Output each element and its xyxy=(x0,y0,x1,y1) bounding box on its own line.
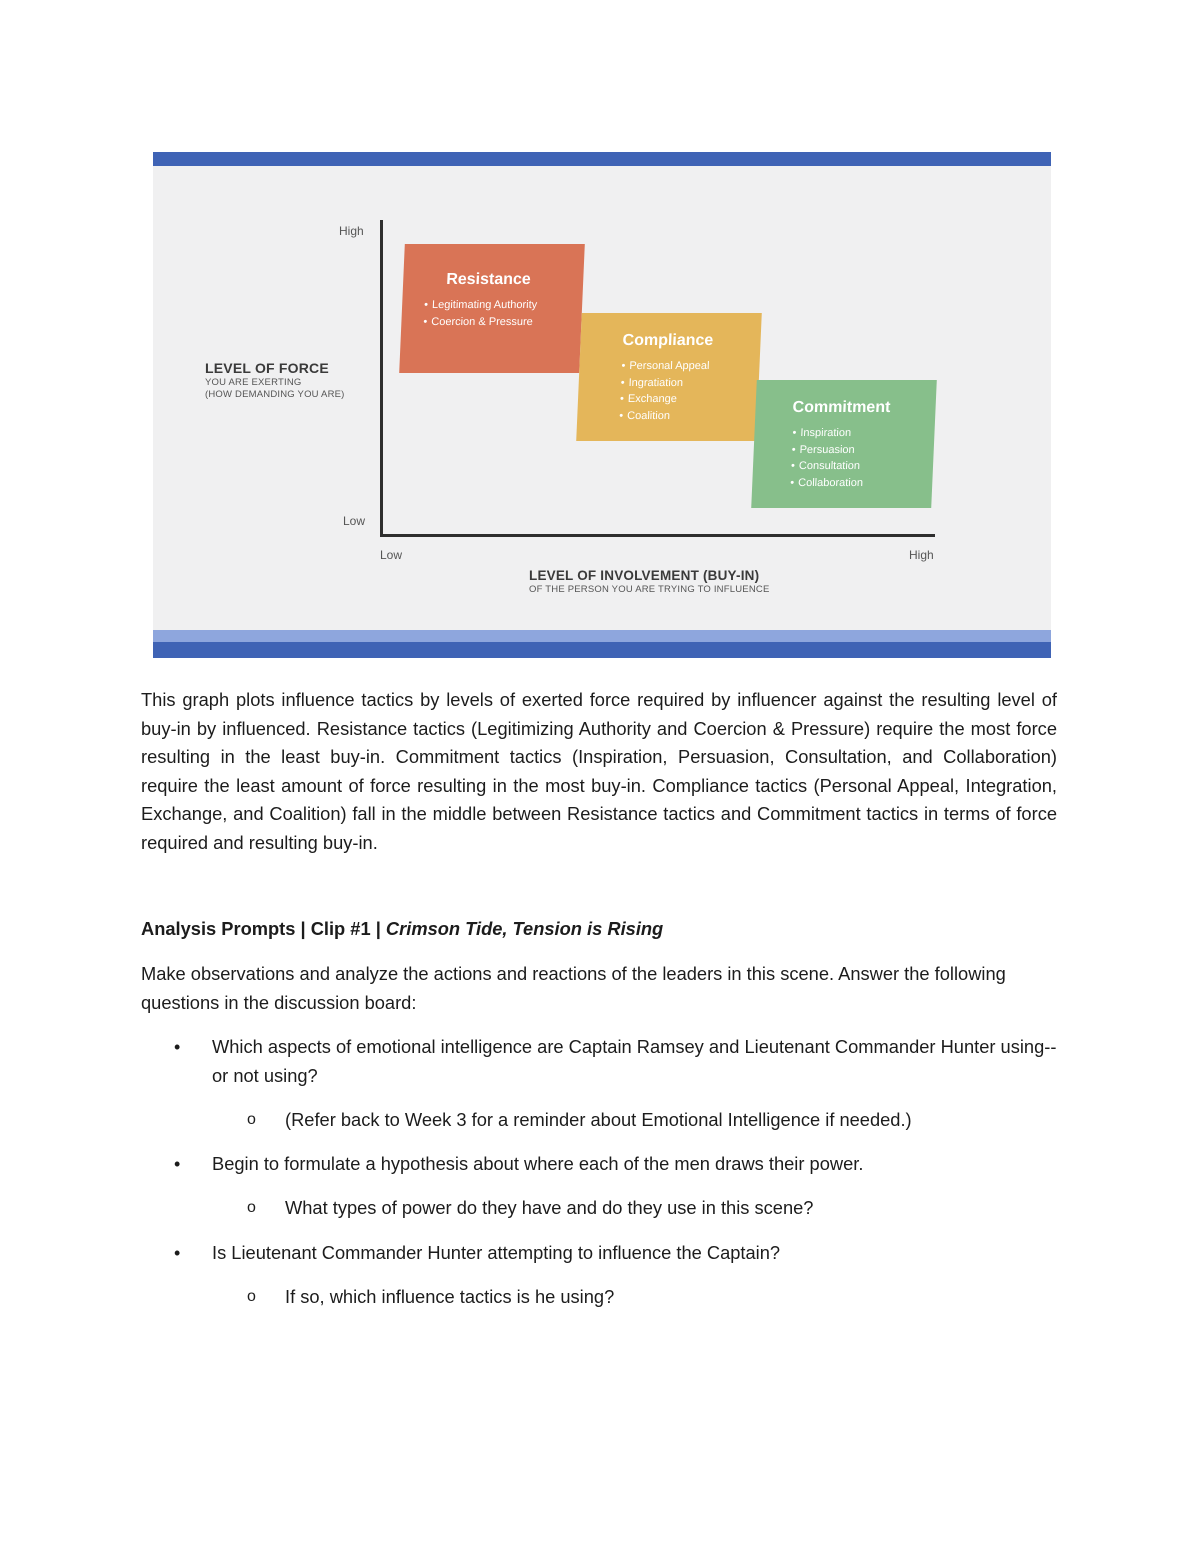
prompt-text: Which aspects of emotional intelligence are Captain Ramsey and Lieutenant Commander Hunter using--or not using? xyxy=(212,1036,1057,1086)
figure-bottom-band xyxy=(153,642,1051,658)
graph-description: This graph plots influence tactics by levels of exerted force required by influencer against the resulting level of buy-in by influenced. Resistance tactics (Legitimizing Authority and Coercion & Pressure) require the most force resulting in the least buy-in. Commitment tactics (Inspiration, Persuasion, Consultation, and Collaboration) require the least amount of force resulting in the most buy-in. Compliance tactics (Personal Appeal, Integration, Exchange, and Coalition) fall in the middle between Resistance tactics and Commitment tactics in terms of force required and resulting buy-in. xyxy=(141,689,1057,853)
sub-prompt-text: What types of power do they have and do they use in this scene? xyxy=(285,1197,814,1218)
x-axis-title-sub: OF THE PERSON YOU ARE TRYING TO INFLUENCE xyxy=(529,584,770,595)
x-axis-high-label: High xyxy=(909,548,934,562)
commitment-title: Commitment xyxy=(792,399,891,416)
commitment-item: • Consultation xyxy=(791,458,934,475)
prompt-text: Begin to formulate a hypothesis about where each of the men draws their power. xyxy=(212,1153,864,1174)
x-axis-title xyxy=(529,568,889,595)
figure-top-band xyxy=(153,152,1051,166)
instructions: Make observations and analyze the actions and reactions of the leaders in this scene. Answer the following questions in the discussion board: xyxy=(141,963,1006,1013)
y-axis-title-sub: YOU ARE EXERTING xyxy=(205,377,302,388)
x-axis-title-main: LEVEL OF INVOLVEMENT (BUY-IN) xyxy=(529,568,760,583)
y-axis-title-sub2: (HOW DEMANDING YOU ARE) xyxy=(205,389,345,400)
commitment-box xyxy=(751,380,937,508)
analysis-heading xyxy=(141,918,663,940)
analysis-heading-prefix: Analysis Prompts | Clip #1 | xyxy=(141,918,386,939)
sub-prompt-text: If so, which influence tactics is he using? xyxy=(285,1286,615,1307)
sub-prompt-text: (Refer back to Week 3 for a reminder about Emotional Intelligence if needed.) xyxy=(285,1109,912,1130)
compliance-title: Compliance xyxy=(622,332,714,349)
compliance-item: • Exchange xyxy=(620,391,759,408)
bullet-dot: • xyxy=(174,1243,181,1263)
commitment-item: • Inspiration xyxy=(792,425,935,442)
y-axis-line xyxy=(380,220,383,537)
resistance-item: • Legitimating Authority xyxy=(424,297,583,314)
y-axis-title-main: LEVEL OF FORCE xyxy=(205,360,329,376)
y-axis-high-label: High xyxy=(339,224,364,238)
analysis-heading-title: Crimson Tide, Tension is Rising xyxy=(385,918,664,939)
prompt-text: Is Lieutenant Commander Hunter attempting to influence the Captain? xyxy=(212,1242,781,1263)
sub-bullet-marker: o xyxy=(247,1288,256,1305)
compliance-item: • Coalition xyxy=(619,408,758,425)
compliance-item: • Personal Appeal xyxy=(621,358,760,375)
bullet-dot: • xyxy=(174,1037,181,1057)
bullet-dot: • xyxy=(174,1154,181,1174)
figure-bottom-light-band xyxy=(153,630,1051,642)
y-axis-title xyxy=(205,360,375,400)
sub-bullet-marker: o xyxy=(247,1111,256,1128)
resistance-item: • Coercion & Pressure xyxy=(423,314,582,331)
commitment-item: • Collaboration xyxy=(790,475,933,492)
commitment-item: • Persuasion xyxy=(791,442,934,459)
influence-tactics-figure xyxy=(153,152,1051,658)
compliance-box xyxy=(576,313,762,441)
resistance-title: Resistance xyxy=(445,271,532,288)
x-axis-line xyxy=(380,534,935,537)
resistance-box xyxy=(399,244,585,373)
y-axis-low-label: Low xyxy=(343,514,366,528)
x-axis-low-label: Low xyxy=(380,548,403,562)
compliance-item: • Ingratiation xyxy=(620,375,759,392)
sub-bullet-marker: o xyxy=(247,1199,256,1216)
